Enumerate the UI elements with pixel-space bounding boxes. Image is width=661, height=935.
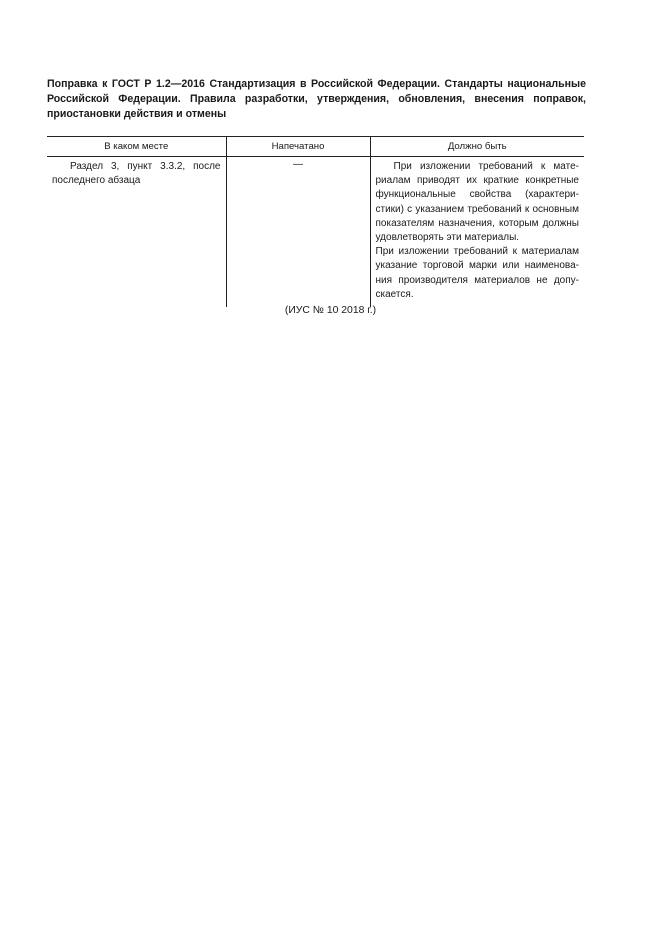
document-title: Поправка к ГОСТ Р 1.2—2016 Стандартизация в Российской Федерации. Стандарты национальные Российской Федерации. Правила разработки, утверждения, обновления, внесения поправок, приостановки действия и отмены: [47, 78, 586, 120]
footer-reference: (ИУС № 10 2018 г.): [284, 305, 377, 316]
should-be-paragraph-1: При изложении требований к материалам приводят их краткие конкретные функциональные свойства (характеристики) с указанием требований к основным показателям назначения, которым должны удовлетворять эти материалы.: [375, 161, 579, 244]
header-should-be: Должно быть: [370, 137, 584, 157]
cell-should-be: [370, 157, 584, 308]
amendment-table: [47, 136, 584, 307]
cell-where: Раздел 3, пункт 3.3.2, после последнего абзаца: [52, 161, 221, 187]
table-header-row: [47, 137, 584, 157]
header-where: В каком месте: [47, 137, 226, 157]
should-be-paragraph-2: При изложении требований к материалам указание торговой марки или наименования производителя материалов не допускается.: [375, 246, 579, 300]
header-printed: Напечатано: [226, 137, 370, 157]
cell-printed: —: [226, 157, 370, 308]
table-row: [47, 157, 584, 308]
